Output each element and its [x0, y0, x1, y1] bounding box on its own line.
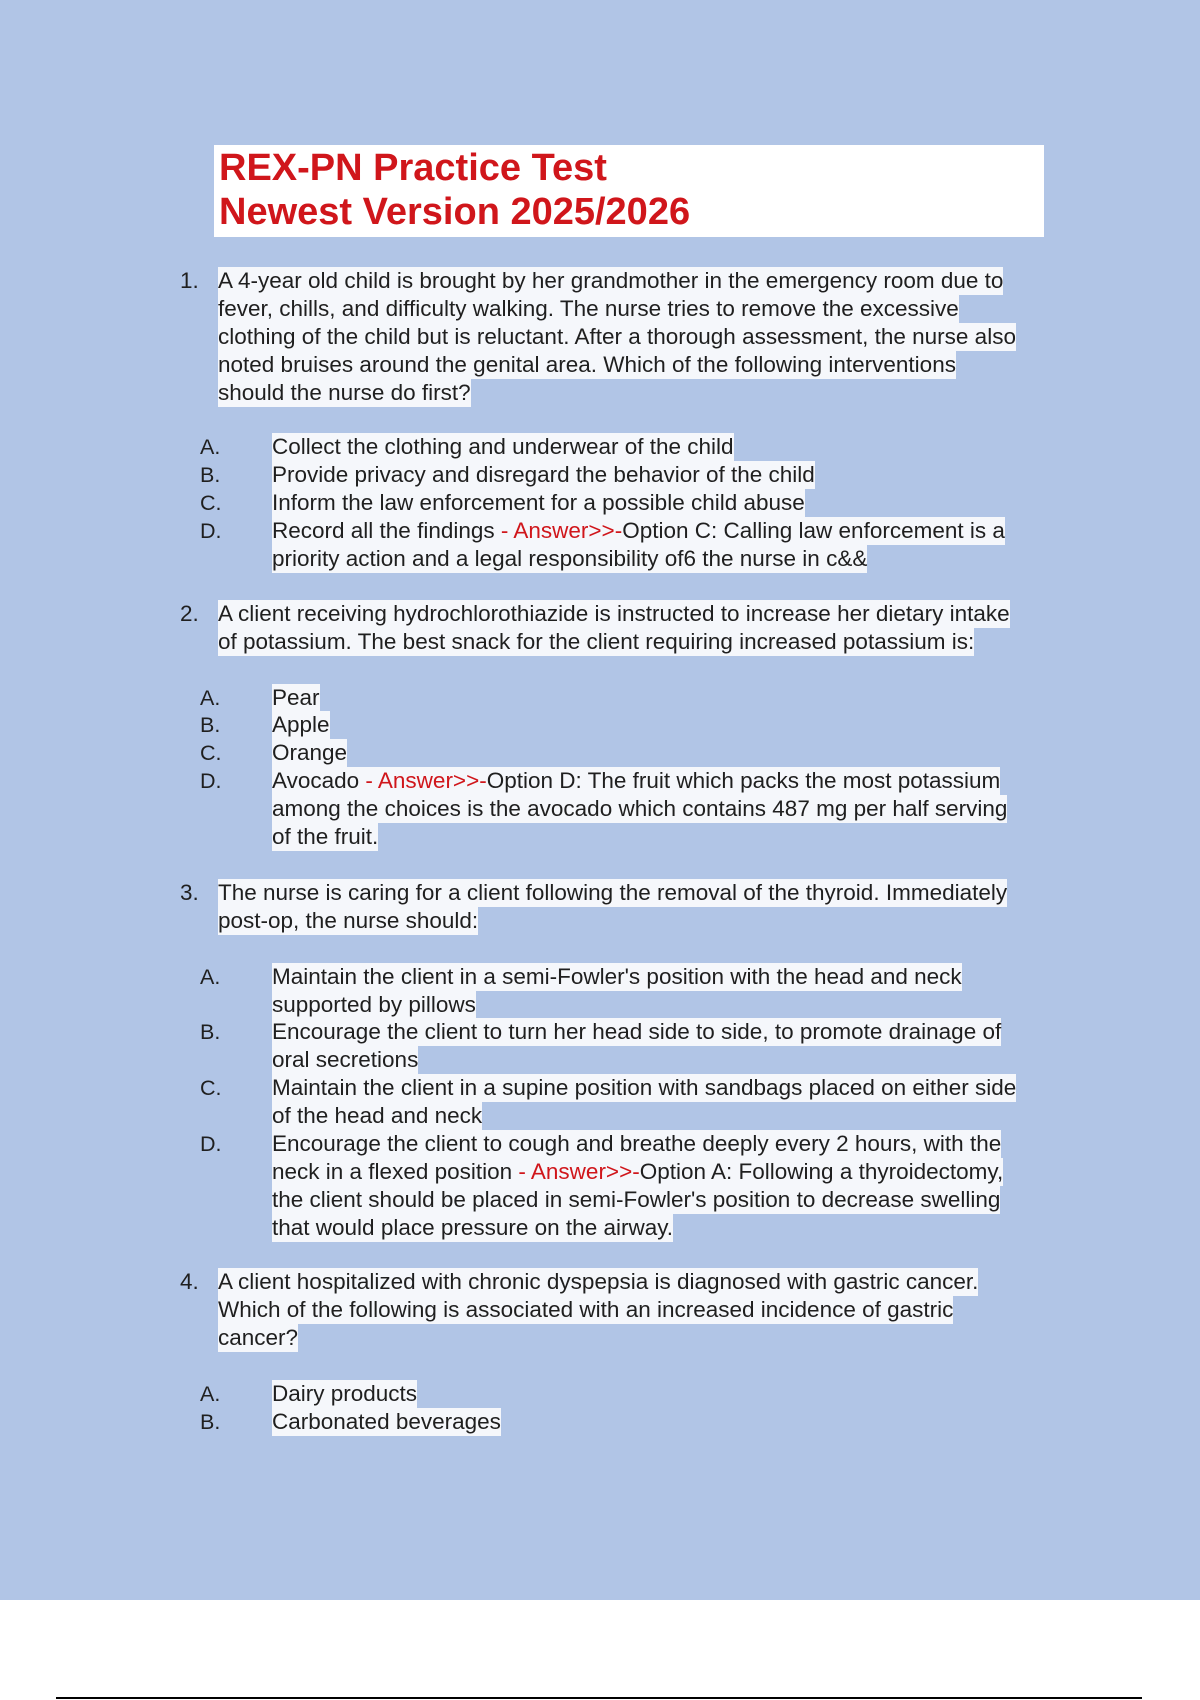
- option-letter: A.: [200, 435, 221, 459]
- option-letter: C.: [200, 491, 222, 515]
- answer-explanation: Option D: The fruit which packs the most potassium: [486, 768, 1001, 793]
- option-text: of the head and neck: [272, 1103, 483, 1128]
- option-text: supported by pillows: [272, 992, 476, 1017]
- answer-marker: - Answer>>-: [365, 768, 487, 793]
- option-letter: B.: [200, 1020, 221, 1044]
- option-text: Apple: [272, 712, 330, 737]
- question-line: A client receiving hydrochlorothiazide is instructed to increase her dietary intake: [218, 601, 1010, 626]
- option-text: Maintain the client in a semi-Fowler's position with the head and neck: [272, 964, 962, 989]
- option-letter: B.: [200, 463, 221, 487]
- option-text: Pear: [272, 685, 320, 710]
- answer-explanation-line: among the choices is the avocado which contains 487 mg per half serving: [272, 796, 1008, 821]
- question-number: 3.: [180, 880, 199, 905]
- question-line: should the nurse do first?: [218, 380, 471, 405]
- question-text: [218, 1268, 1108, 1352]
- document-title: REX-PN Practice Test: [219, 147, 607, 189]
- question-text: [218, 267, 1108, 407]
- option-letter: A.: [200, 1382, 221, 1406]
- question-line: Which of the following is associated with an increased incidence of gastric: [218, 1297, 954, 1322]
- option-text: oral secretions: [272, 1047, 419, 1072]
- option-text: Provide privacy and disregard the behavior of the child: [272, 462, 815, 487]
- question-line: A 4-year old child is brought by her grandmother in the emergency room due to: [218, 268, 1004, 293]
- question-number: 2.: [180, 601, 199, 626]
- option-letter: D.: [200, 519, 222, 543]
- option-text: Carbonated beverages: [272, 1409, 501, 1434]
- option-letter: B.: [200, 1410, 221, 1434]
- answer-explanation: Option C: Calling law enforcement is a: [622, 518, 1005, 543]
- option-text: Dairy products: [272, 1381, 418, 1406]
- answer-explanation-line: the client should be placed in semi-Fowler's position to decrease swelling: [272, 1187, 1001, 1212]
- question-line: of potassium. The best snack for the client requiring increased potassium is:: [218, 629, 975, 654]
- question-line: A client hospitalized with chronic dyspepsia is diagnosed with gastric cancer.: [218, 1269, 979, 1294]
- question-line: post-op, the nurse should:: [218, 908, 479, 933]
- answer-explanation: Option A: Following a thyroidectomy,: [639, 1159, 1004, 1184]
- option-letter: D.: [200, 769, 222, 793]
- question-text: [218, 879, 1108, 935]
- question-line: cancer?: [218, 1325, 299, 1350]
- option-text: [272, 767, 1000, 795]
- option-text-part: neck in a flexed position: [272, 1159, 519, 1184]
- option-text: Maintain the client in a supine position with sandbags placed on either side: [272, 1075, 1017, 1100]
- answer-marker: - Answer>>-: [500, 518, 623, 543]
- option-text-part: Avocado: [272, 768, 366, 793]
- option-letter: A.: [200, 686, 221, 710]
- answer-marker: - Answer>>-: [518, 1159, 640, 1184]
- option-text: Encourage the client to turn her head side to side, to promote drainage of: [272, 1019, 1002, 1044]
- option-text: Inform the law enforcement for a possible child abuse: [272, 490, 805, 515]
- option-text: [272, 517, 1005, 545]
- question-number: 1.: [180, 268, 199, 293]
- question-line: noted bruises around the genital area. Which of the following interventions: [218, 352, 956, 377]
- option-letter: C.: [200, 1076, 222, 1100]
- question-line: fever, chills, and difficulty walking. The nurse tries to remove the excessive: [218, 296, 959, 321]
- option-text: Orange: [272, 740, 348, 765]
- document-subtitle: Newest Version 2025/2026: [219, 191, 691, 233]
- answer-explanation-line: priority action and a legal responsibility of6 the nurse in c&&: [272, 546, 868, 571]
- option-text: [272, 1158, 1003, 1186]
- option-letter: A.: [200, 965, 221, 989]
- option-letter: B.: [200, 713, 221, 737]
- option-text-part: Record all the findings: [272, 518, 501, 543]
- option-letter: D.: [200, 1132, 222, 1156]
- question-text: [218, 600, 1108, 656]
- option-text: Collect the clothing and underwear of the child: [272, 434, 734, 459]
- answer-explanation-line: that would place pressure on the airway.: [272, 1215, 674, 1240]
- question-number: 4.: [180, 1269, 199, 1294]
- question-line: The nurse is caring for a client following the removal of the thyroid. Immediately: [218, 880, 1008, 905]
- option-text: Encourage the client to cough and breathe deeply every 2 hours, with the: [272, 1131, 1002, 1156]
- answer-explanation-line: of the fruit.: [272, 824, 379, 849]
- option-letter: C.: [200, 741, 222, 765]
- question-line: clothing of the child but is reluctant. After a thorough assessment, the nurse also: [218, 324, 1016, 349]
- page-divider: [56, 1697, 1142, 1699]
